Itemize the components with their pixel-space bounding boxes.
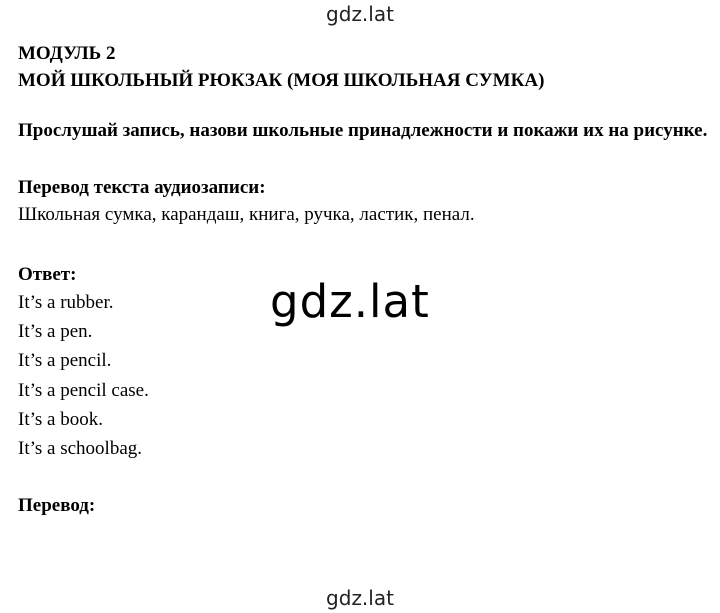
module-heading: МОДУЛЬ 2 <box>18 43 116 64</box>
answer-label: Ответ: <box>18 264 77 285</box>
answer-line: It’s a pen. <box>18 321 93 343</box>
translation-text: Школьная сумка, карандаш, книга, ручка, ластик, пенал. <box>18 204 475 225</box>
task-instruction: Прослушай запись, назови школьные принадлежности и покажи их на рисунке. <box>18 120 708 141</box>
answer-line: It’s a pencil case. <box>18 379 149 401</box>
answer-line: It’s a rubber. <box>18 292 114 313</box>
watermark-top: gdz.lat <box>326 2 394 26</box>
answer-line: It’s a schoolbag. <box>18 438 143 460</box>
answer-line: It’s a pencil. <box>18 350 112 372</box>
module-title: МОЙ ШКОЛЬНЫЙ РЮКЗАК (МОЯ ШКОЛЬНАЯ СУМКА) <box>18 70 545 91</box>
watermark-bottom: gdz.lat <box>326 586 394 610</box>
watermark-middle: gdz.lat <box>270 275 430 328</box>
perevod-label: Перевод: <box>18 495 96 517</box>
answer-line: It’s a book. <box>18 408 103 430</box>
translation-label: Перевод текста аудиозаписи: <box>18 177 266 198</box>
